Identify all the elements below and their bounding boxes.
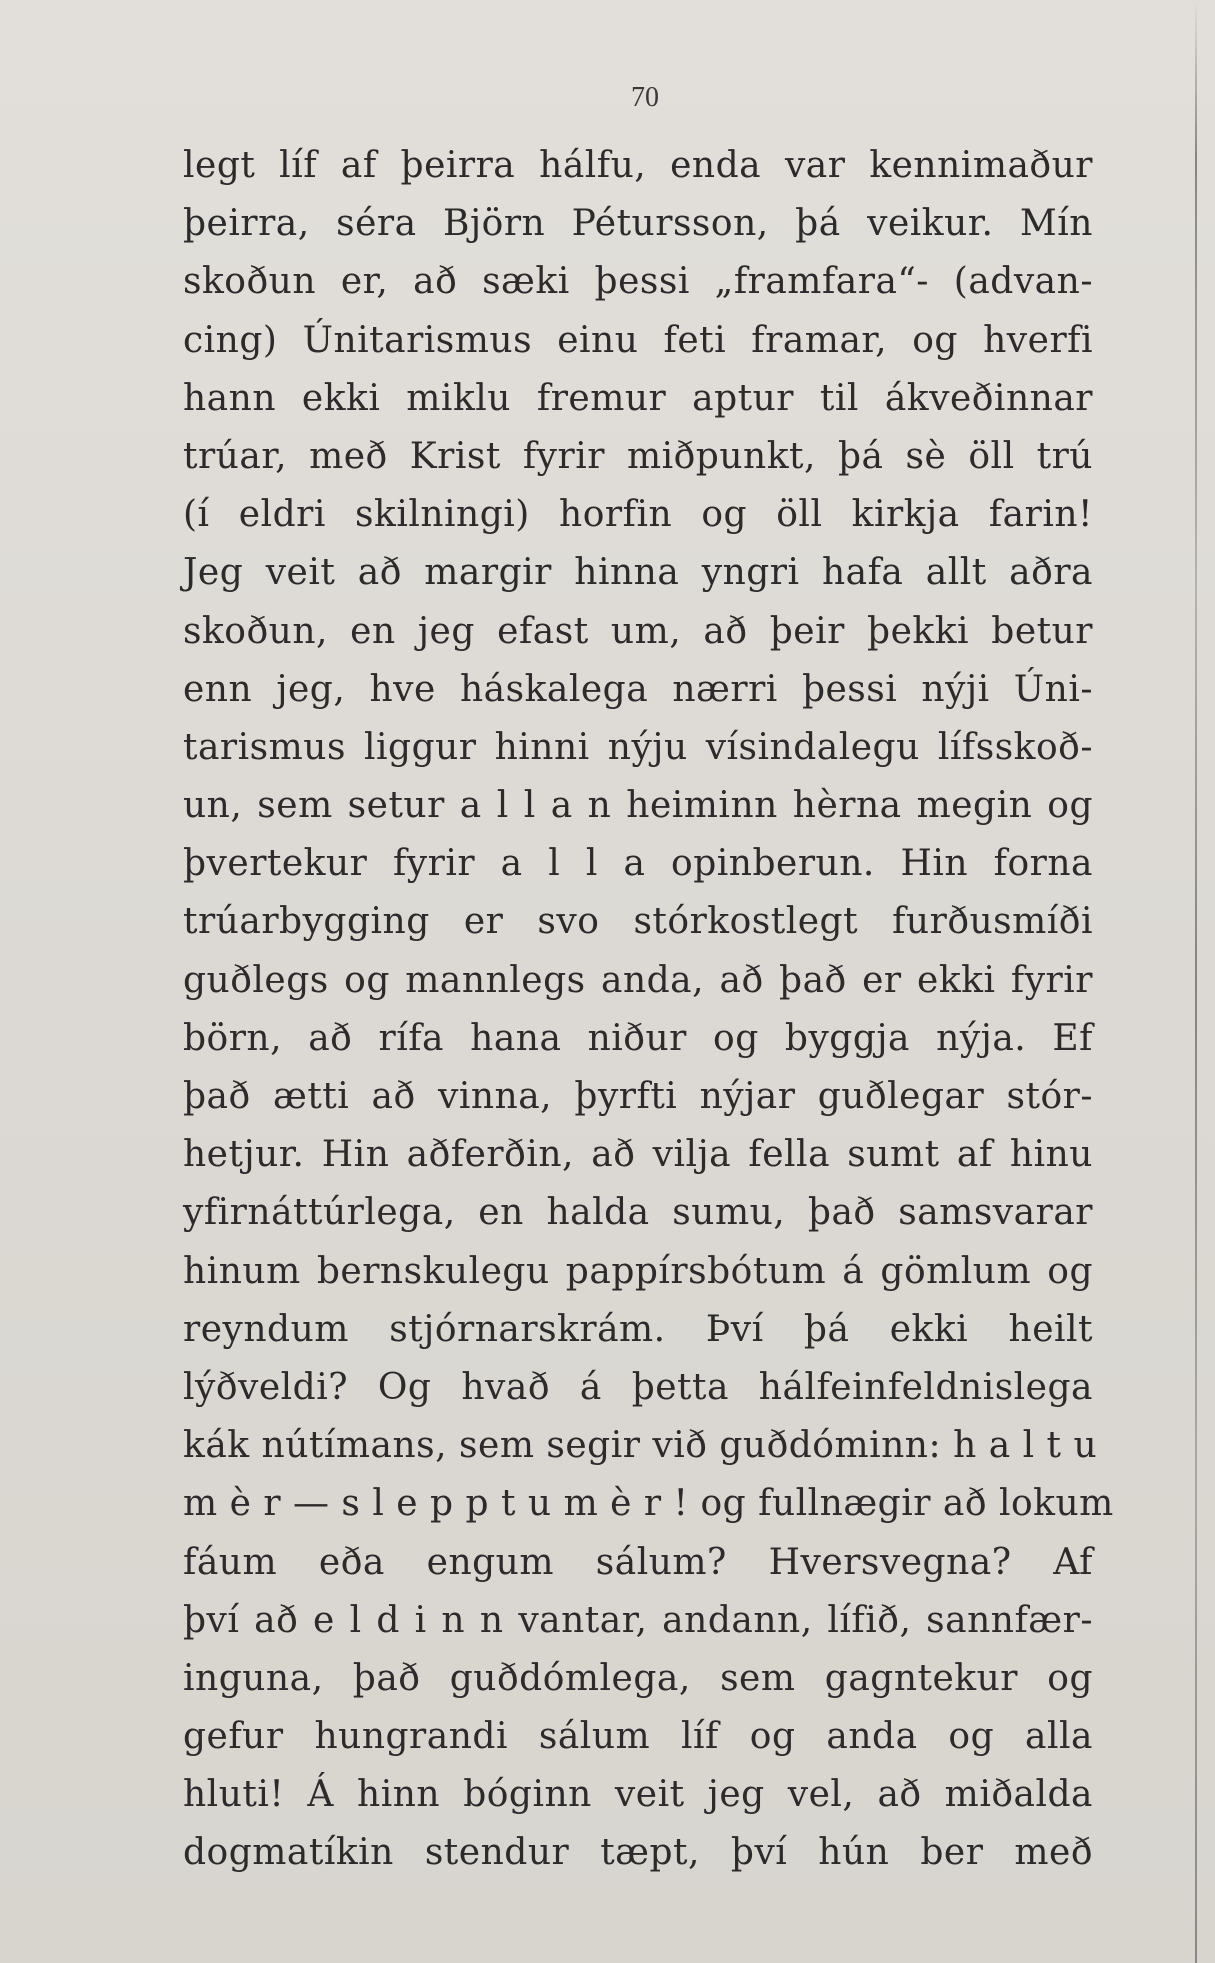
- text-line: trúar, með Krist fyrir miðpunkt, þá sè öll trú: [183, 435, 1093, 477]
- text-line: legt líf af þeirra hálfu, enda var kennimaður: [183, 145, 1093, 186]
- text-line: skoðun er, að sæki þessi „framfara“- (advan-: [183, 261, 1093, 303]
- text-line: börn, að rífa hana niður og byggja nýja. Ef: [183, 1017, 1093, 1059]
- text-line: (í eldri skilningi) horfin og öll kirkja farin!: [183, 494, 1093, 536]
- text-line: cing) Únitarismus einu feti framar, og hverfi: [183, 319, 1093, 361]
- text-line: þvertekur fyrir a l l a opinberun. Hin forna: [183, 843, 1093, 885]
- text-line: yfirnáttúrlega, en halda sumu, það samsvarar: [183, 1192, 1093, 1234]
- text-line: trúarbygging er svo stórkostlegt furðusmíði: [183, 901, 1093, 943]
- text-line: hluti! Á hinn bóginn veit jeg vel, að miðalda: [183, 1774, 1093, 1816]
- text-line: hann ekki miklu fremur aptur til ákveðinnar: [183, 377, 1093, 419]
- text-line: Jeg veit að margir hinna yngri hafa allt aðra: [183, 552, 1093, 594]
- text-line: enn jeg, hve háskalega nærri þessi nýji Úni-: [183, 668, 1093, 710]
- text-line: það ætti að vinna, þyrfti nýjar guðlegar stór-: [183, 1076, 1093, 1117]
- text-line: þeirra, séra Björn Pétursson, þá veikur. Mín: [183, 203, 1093, 245]
- text-line: lýðveldi? Og hvað á þetta hálfeinfeldnislega: [183, 1366, 1093, 1408]
- text-line: gefur hungrandi sálum líf og anda og alla: [183, 1716, 1093, 1758]
- text-line: un, sem setur a l l a n heiminn hèrna megin og: [183, 785, 1093, 827]
- text-line: dogmatíkin stendur tæpt, því hún ber með: [183, 1832, 1093, 1874]
- text-line: m è r — s l e p p t u m è r ! og fullnægir að lokum: [183, 1483, 1114, 1525]
- text-line: reyndum stjórnarskrám. Því þá ekki heilt: [183, 1308, 1093, 1350]
- page-number: 70: [631, 82, 659, 113]
- text-line: kák nútímans, sem segir við guðdóminn: h a l t u: [183, 1425, 1098, 1467]
- body-text: [183, 137, 1114, 1883]
- text-line: inguna, það guðdómlega, sem gagntekur og: [183, 1657, 1093, 1699]
- text-line: hinum bernskulegu pappírsbótum á gömlum og: [183, 1250, 1093, 1292]
- text-line: tarismus liggur hinni nýju vísindalegu lífsskoð-: [183, 726, 1093, 768]
- text-line: því að e l d i n n vantar, andann, lífið, sannfær-: [183, 1599, 1093, 1641]
- text-line: skoðun, en jeg efast um, að þeir þekki betur: [183, 610, 1093, 652]
- text-line: fáum eða engum sálum? Hversvegna? Af: [183, 1541, 1093, 1583]
- page-edge-shadow: [1195, 0, 1197, 1963]
- text-line: hetjur. Hin aðferðin, að vilja fella sumt af hinu: [183, 1134, 1093, 1176]
- text-line: guðlegs og mannlegs anda, að það er ekki fyrir: [183, 959, 1093, 1001]
